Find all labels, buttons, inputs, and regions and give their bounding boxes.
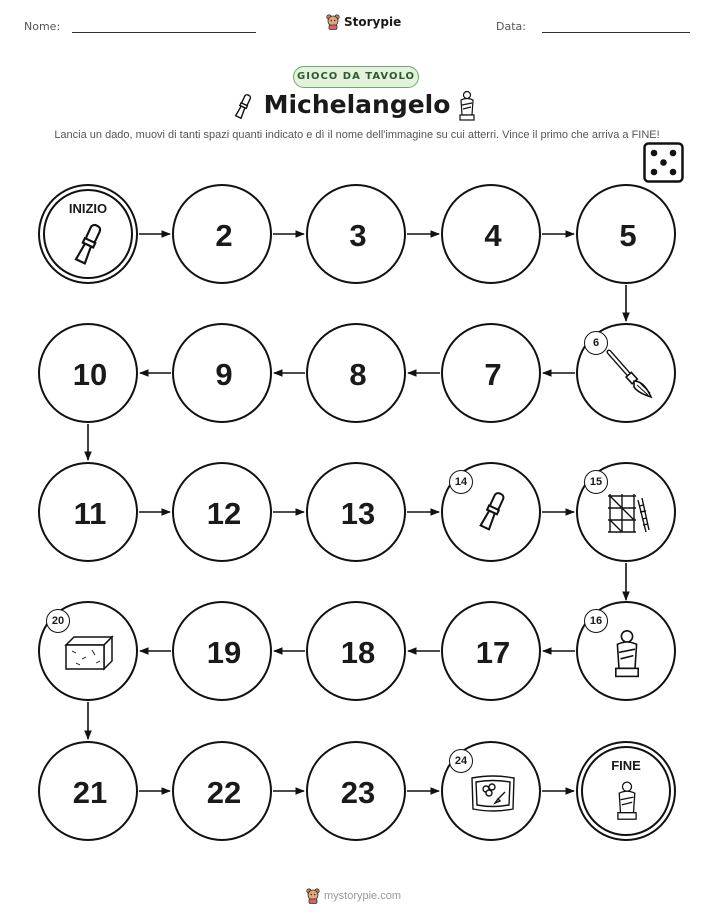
space-end[interactable] — [576, 741, 676, 841]
statue-icon — [614, 777, 640, 825]
chisel-icon — [70, 220, 106, 270]
footer-site[interactable]: mystorypie.com — [324, 890, 402, 902]
space-13[interactable] — [306, 462, 406, 562]
space-number: 21 — [72, 775, 108, 810]
space-number: 5 — [619, 218, 637, 253]
space-3[interactable] — [306, 184, 406, 284]
space-number: 10 — [72, 357, 108, 392]
space-number: 12 — [206, 496, 242, 531]
space-number: 19 — [206, 635, 242, 670]
space-number: 13 — [340, 496, 376, 531]
space-17[interactable] — [441, 601, 541, 701]
space-number: 22 — [206, 775, 242, 810]
page-title: Michelangelo — [263, 90, 451, 119]
space-number: 9 — [215, 357, 233, 392]
space-11[interactable] — [38, 462, 138, 562]
space-22[interactable] — [172, 741, 272, 841]
space-number-badge: 20 — [46, 609, 70, 633]
space-number: 17 — [475, 635, 511, 670]
space-7[interactable] — [441, 323, 541, 423]
space-number: 18 — [340, 635, 376, 670]
brand-name: Storypie — [344, 15, 402, 29]
space-10[interactable] — [38, 323, 138, 423]
bear-mascot-icon — [306, 888, 320, 904]
space-number-badge: 16 — [584, 609, 608, 633]
space-number: 11 — [73, 496, 107, 531]
scaffold-icon — [606, 492, 650, 534]
space-9[interactable] — [172, 323, 272, 423]
chisel-icon — [475, 488, 509, 536]
fresco-palette-icon — [469, 773, 517, 813]
space-number-badge: 6 — [584, 331, 608, 355]
space-number: 23 — [340, 775, 376, 810]
space-4[interactable] — [441, 184, 541, 284]
start-label: INIZIO — [68, 201, 108, 216]
space-number: 8 — [349, 357, 367, 392]
space-number-badge: 14 — [449, 470, 473, 494]
space-12[interactable] — [172, 462, 272, 562]
space-23[interactable] — [306, 741, 406, 841]
space-number: 7 — [484, 357, 502, 392]
statue-icon — [611, 625, 643, 683]
category-badge: GIOCO DA TAVOLO — [293, 66, 419, 88]
space-21[interactable] — [38, 741, 138, 841]
name-label: Nome: — [24, 20, 61, 33]
space-number-badge: 15 — [584, 470, 608, 494]
space-18[interactable] — [306, 601, 406, 701]
space-5[interactable] — [576, 184, 676, 284]
space-start[interactable] — [38, 184, 138, 284]
space-8[interactable] — [306, 323, 406, 423]
end-label: FINE — [611, 758, 641, 773]
instructions: Lancia un dado, muovi di tanti spazi quanti indicato e dì il nome dell'immagine su cui atterri. Vince il primo che arriva a FINE! — [54, 129, 660, 141]
paintbrush-icon — [604, 347, 656, 403]
marble-block-icon — [62, 633, 116, 673]
space-19[interactable] — [172, 601, 272, 701]
space-number: 4 — [484, 218, 502, 253]
space-number: 3 — [349, 218, 367, 253]
date-label: Data: — [496, 20, 526, 33]
space-number: 2 — [215, 218, 233, 253]
footer — [306, 888, 401, 904]
space-2[interactable] — [172, 184, 272, 284]
space-number-badge: 24 — [449, 749, 473, 773]
